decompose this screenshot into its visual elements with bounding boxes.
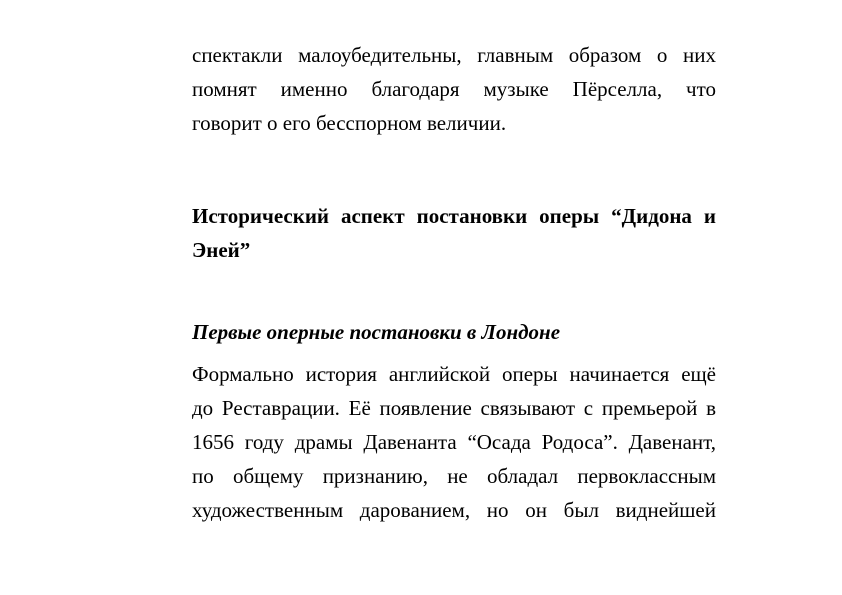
paragraph-line: спектакли малоубедительны, главным образом о них bbox=[192, 43, 716, 67]
heading-line: Исторический аспект постановки оперы “Дидона и bbox=[192, 204, 716, 228]
paragraph-line: Формально история английской оперы начинается ещё bbox=[192, 362, 716, 386]
paragraph-line: помнят именно благодаря музыке Пёрселла, что bbox=[192, 77, 716, 101]
continuation-paragraph bbox=[192, 38, 716, 140]
paragraph-line: до Реставрации. Её появление связывают с премьерой в bbox=[192, 396, 716, 420]
section-heading bbox=[192, 199, 716, 267]
subheading-text: Первые оперные постановки в Лондоне bbox=[192, 320, 561, 344]
paragraph-line: 1656 году драмы Давенанта “Осада Родоса”. Давенант, bbox=[192, 430, 716, 454]
paragraph-line: говорит о его бесспорном величии. bbox=[192, 111, 507, 135]
heading-line: Эней” bbox=[192, 238, 251, 262]
paragraph-line: по общему признанию, не обладал первоклассным bbox=[192, 464, 716, 488]
body-paragraph bbox=[192, 357, 716, 527]
paragraph-line: художественным дарованием, но он был виднейшей bbox=[192, 498, 716, 522]
subsection-heading bbox=[192, 315, 716, 349]
